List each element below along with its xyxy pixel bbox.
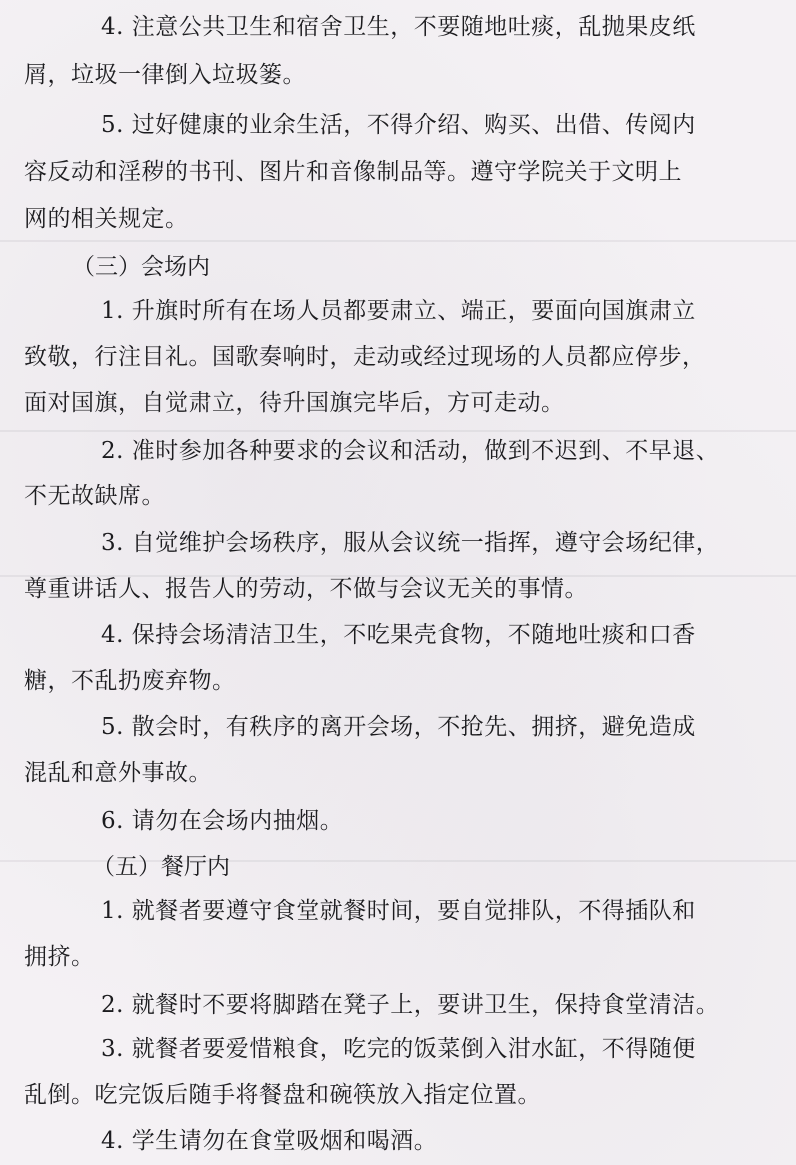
paragraph-line: 3. 就餐者要爱惜粮食，吃完的饭菜倒入泔水缸，不得随便	[101, 1036, 696, 1062]
paragraph-line: 6. 请勿在会场内抽烟。	[101, 808, 344, 834]
paragraph-line: 4. 学生请勿在食堂吸烟和喝酒。	[101, 1128, 438, 1154]
paragraph-line: 1. 就餐者要遵守食堂就餐时间，要自觉排队，不得插队和	[101, 898, 696, 924]
paragraph-line: 混乱和意外事故。	[24, 760, 212, 786]
section-heading: （五）餐厅内	[92, 854, 230, 880]
paragraph-line: 糖，不乱扔废弃物。	[24, 668, 236, 694]
paragraph-line: 乱倒。吃完饭后随手将餐盘和碗筷放入指定位置。	[24, 1082, 541, 1108]
paragraph-line: 网的相关规定。	[24, 206, 189, 232]
paragraph-line: 5. 过好健康的业余生活，不得介绍、购买、出借、传阅内	[101, 112, 696, 138]
paragraph-line: 尊重讲话人、报告人的劳动，不做与会议无关的事情。	[24, 576, 588, 602]
paragraph-line: 4. 保持会场清洁卫生，不吃果壳食物，不随地吐痰和口香	[101, 622, 696, 648]
scan-artifact	[0, 240, 796, 242]
paragraph-line: 1. 升旗时所有在场人员都要肃立、端正，要面向国旗肃立	[101, 298, 696, 324]
paragraph-line: 5. 散会时，有秩序的离开会场，不抢先、拥挤，避免造成	[101, 714, 696, 740]
paragraph-line: 面对国旗，自觉肃立，待升国旗完毕后，方可走动。	[24, 390, 565, 416]
paragraph-line: 4. 注意公共卫生和宿舍卫生，不要随地吐痰，乱抛果皮纸	[101, 14, 696, 40]
section-heading: （三）会场内	[72, 254, 210, 280]
paragraph-line: 拥挤。	[24, 944, 95, 970]
paragraph-line: 3. 自觉维护会场秩序，服从会议统一指挥，遵守会场纪律，	[101, 530, 720, 556]
paragraph-line: 2. 就餐时不要将脚踏在凳子上，要讲卫生，保持食堂清洁。	[101, 992, 720, 1018]
paragraph-line: 不无故缺席。	[24, 483, 165, 509]
paragraph-line: 2. 准时参加各种要求的会议和活动，做到不迟到、不早退、	[101, 438, 720, 464]
paragraph-line: 致敬，行注目礼。国歌奏响时，走动或经过现场的人员都应停步，	[24, 344, 706, 370]
scan-artifact	[0, 430, 796, 432]
paragraph-line: 屑，垃圾一律倒入垃圾篓。	[24, 62, 306, 88]
paragraph-line: 容反动和淫秽的书刊、图片和音像制品等。遵守学院关于文明上	[24, 159, 682, 185]
